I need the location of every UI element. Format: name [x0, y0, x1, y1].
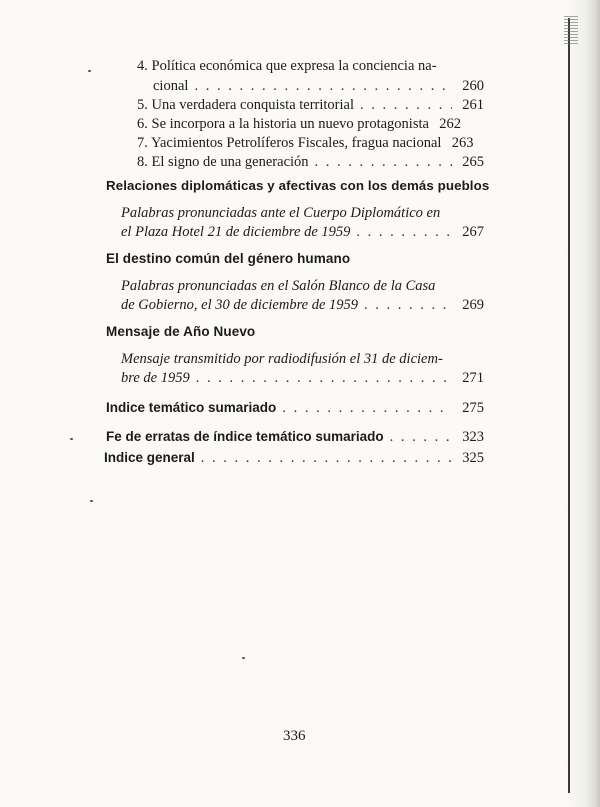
- section-heading: El destino común del género humano: [106, 251, 351, 266]
- page-number: 336: [283, 728, 306, 744]
- section-desc-line2-row: [121, 370, 484, 387]
- dot-leader: [201, 450, 452, 467]
- dot-leader: [282, 400, 452, 417]
- toc-indice-general: [104, 450, 484, 467]
- dot-leader: [360, 97, 452, 114]
- section-desc-line1: Palabras pronunciadas en el Salón Blanco de la Casa: [121, 278, 436, 294]
- section-heading: Relaciones diplomáticas y afectivas con los demás pueblos: [106, 178, 490, 193]
- page-ref: 325: [462, 450, 484, 466]
- toc-entry-4-line2: cional: [153, 78, 189, 94]
- toc-entry-label: Fe de erratas de índice temático sumariado: [106, 429, 384, 444]
- page-ref: 260: [462, 78, 484, 94]
- dot-leader: [194, 78, 452, 95]
- toc-entry-label: 6. Se incorpora a la historia un nuevo protagonista: [137, 116, 429, 132]
- toc-index-tematico: [106, 400, 484, 417]
- page-ref: 263: [451, 135, 474, 151]
- page-ref: 261: [462, 97, 484, 113]
- toc-entry-label: Indice temático sumariado: [106, 400, 277, 415]
- page-ref: 275: [462, 400, 484, 416]
- dot-leader: [315, 154, 452, 171]
- toc-entry-4-line1: 4. Política económica que expresa la conciencia na-: [137, 58, 437, 74]
- page-ref: 267: [462, 224, 484, 240]
- toc-entry-8: [137, 154, 484, 171]
- page-ref: 262: [439, 116, 461, 132]
- scan-speck: [90, 500, 93, 502]
- toc-fe-de-erratas: [106, 429, 484, 446]
- toc-entry-label: 7. Yacimientos Petrolíferos Fiscales, fragua nacional: [137, 135, 442, 151]
- page-ref: 271: [462, 370, 484, 386]
- dot-leader: [390, 429, 452, 446]
- toc-entry-5: [137, 97, 484, 114]
- section-desc-line2: bre de 1959: [121, 370, 190, 386]
- toc-entry-label: 8. El signo de una generación: [137, 154, 309, 170]
- section-desc-line1: Mensaje transmitido por radiodifusión el 31 de diciem-: [121, 351, 443, 367]
- scan-corner-mark: [564, 14, 578, 44]
- dot-leader: [364, 297, 452, 314]
- toc-entry-label: Indice general: [104, 450, 195, 465]
- section-desc-line1: Palabras pronunciadas ante el Cuerpo Diplomático en: [121, 205, 441, 221]
- section-desc-line2: de Gobierno, el 30 de diciembre de 1959: [121, 297, 359, 313]
- toc-entry-7: [137, 135, 484, 152]
- scan-speck: [242, 657, 245, 659]
- toc-entry-6: [137, 116, 484, 133]
- section-desc-line2-row: [121, 224, 484, 241]
- section-heading: Mensaje de Año Nuevo: [106, 324, 256, 339]
- page-edge-line: [568, 18, 570, 793]
- scan-speck: [70, 438, 73, 440]
- page-ref: 269: [462, 297, 484, 313]
- dot-leader: [356, 224, 452, 241]
- section-desc-line2: el Plaza Hotel 21 de diciembre de 1959: [121, 224, 351, 240]
- dot-leader: [196, 370, 452, 387]
- toc-entry-label: 5. Una verdadera conquista territorial: [137, 97, 355, 113]
- section-desc-line2-row: [121, 297, 484, 314]
- scan-speck: [88, 70, 91, 72]
- page-ref: 265: [462, 154, 484, 170]
- page-ref: 323: [462, 429, 484, 445]
- toc-entry-4: [153, 78, 484, 95]
